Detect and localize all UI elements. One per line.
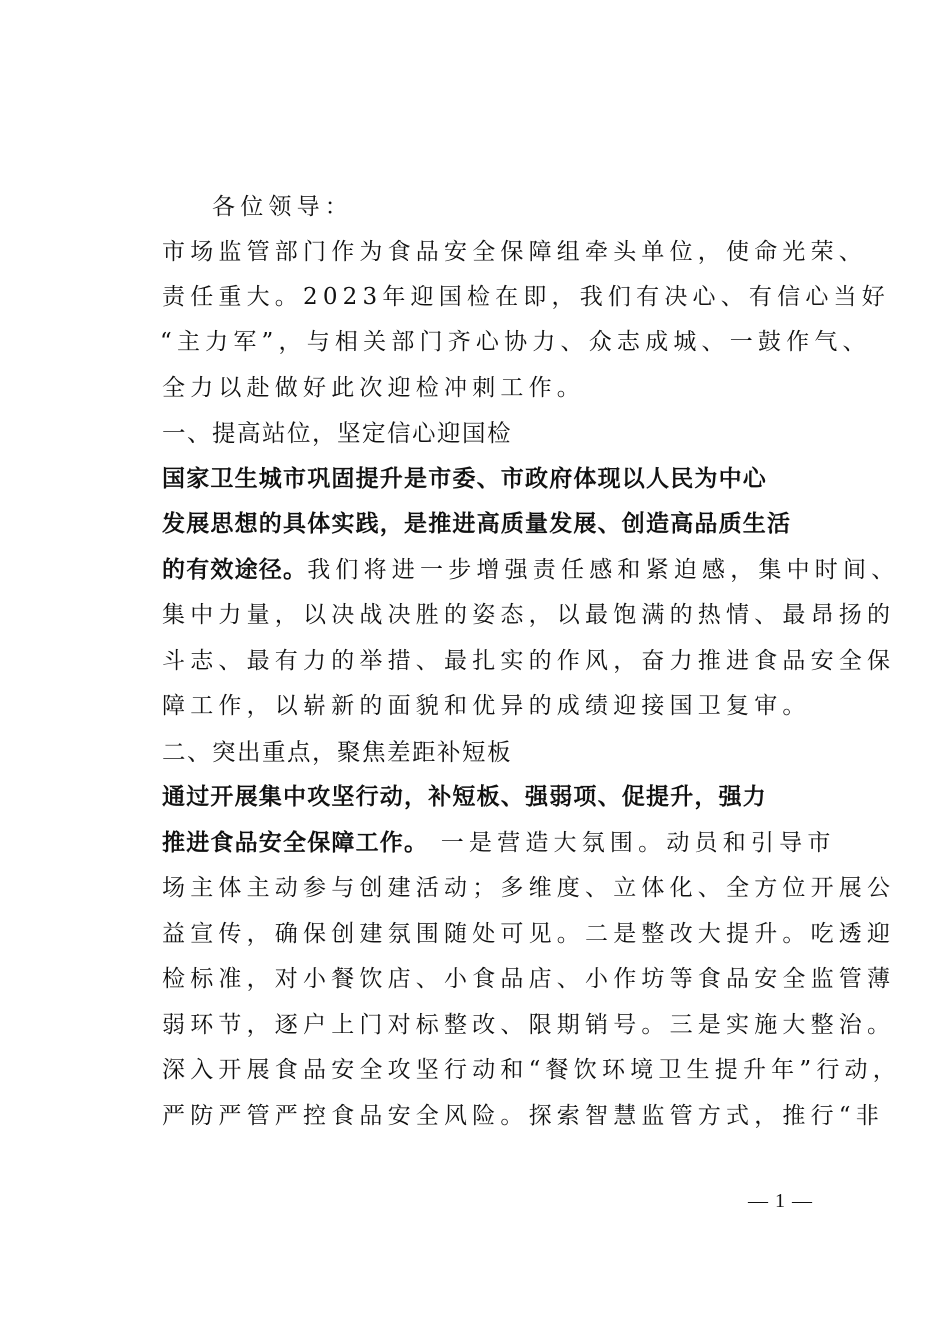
section-1-body-line-2: 斗志、最有力的举措、最扎实的作风，奋力推进食品安全保 bbox=[162, 648, 896, 674]
intro-line-2: 责任重大。2023年迎国检在即，我们有决心、有信心当好 bbox=[162, 284, 890, 310]
section-1-body-line-3: 障工作，以崭新的面貌和优异的成绩迎接国卫复审。 bbox=[162, 693, 811, 719]
section-1-heading: 一、提高站位，坚定信心迎国检 bbox=[162, 419, 512, 447]
section-2-heading: 二、突出重点，聚焦差距补短板 bbox=[162, 738, 512, 766]
section-2-body-line-2: 益宣传，确保创建氛围随处可见。二是整改大提升。吃透迎 bbox=[162, 921, 896, 947]
section-1-mixed-line bbox=[162, 548, 900, 592]
normal-text: 我们将进一步增强责任感和紧迫感，集中时间、 bbox=[307, 557, 900, 583]
salutation: 各位领导： bbox=[212, 194, 353, 220]
bold-lead: 的有效途径。 bbox=[162, 557, 308, 583]
section-2-body-line-6: 严防严管严控食品安全风险。探索智慧监管方式，推行“非 bbox=[162, 1103, 884, 1129]
page-number: — 1 — bbox=[748, 1190, 813, 1212]
normal-text: 一是营造大氛围。动员和引导市 bbox=[428, 830, 836, 856]
section-1-body-line-1: 集中力量，以决战决胜的姿态，以最饱满的热情、最昂扬的 bbox=[162, 602, 896, 628]
section-2-bold-line: 通过开展集中攻坚行动，补短板、强弱项、促提升，强力 bbox=[162, 784, 767, 810]
section-2-body-line-5: 深入开展食品安全攻坚行动和“餐饮环境卫生提升年”行动， bbox=[162, 1057, 901, 1083]
intro-line-3: “主力军”，与相关部门齐心协力、众志成城、一鼓作气、 bbox=[160, 329, 871, 355]
section-2-body-line-1: 场主体主动参与创建活动；多维度、立体化、全方位开展公 bbox=[162, 875, 896, 901]
bold-lead: 推进食品安全保障工作。 bbox=[162, 830, 429, 856]
section-1-bold-line-2: 发展思想的具体实践，是推进高质量发展、创造高品质生活 bbox=[162, 511, 792, 537]
section-1-bold-line-1: 国家卫生城市巩固提升是市委、市政府体现以人民为中心 bbox=[162, 466, 767, 492]
intro-line-1: 市场监管部门作为食品安全保障组牵头单位，使命光荣、 bbox=[162, 239, 867, 265]
section-2-body-line-4: 弱环节，逐户上门对标整改、限期销号。三是实施大整治。 bbox=[162, 1012, 896, 1038]
intro-line-4: 全力以赴做好此次迎检冲刺工作。 bbox=[162, 375, 585, 401]
section-2-body-line-3: 检标准，对小餐饮店、小食品店、小作坊等食品安全监管薄 bbox=[162, 966, 896, 992]
section-2-mixed-line bbox=[162, 821, 834, 865]
